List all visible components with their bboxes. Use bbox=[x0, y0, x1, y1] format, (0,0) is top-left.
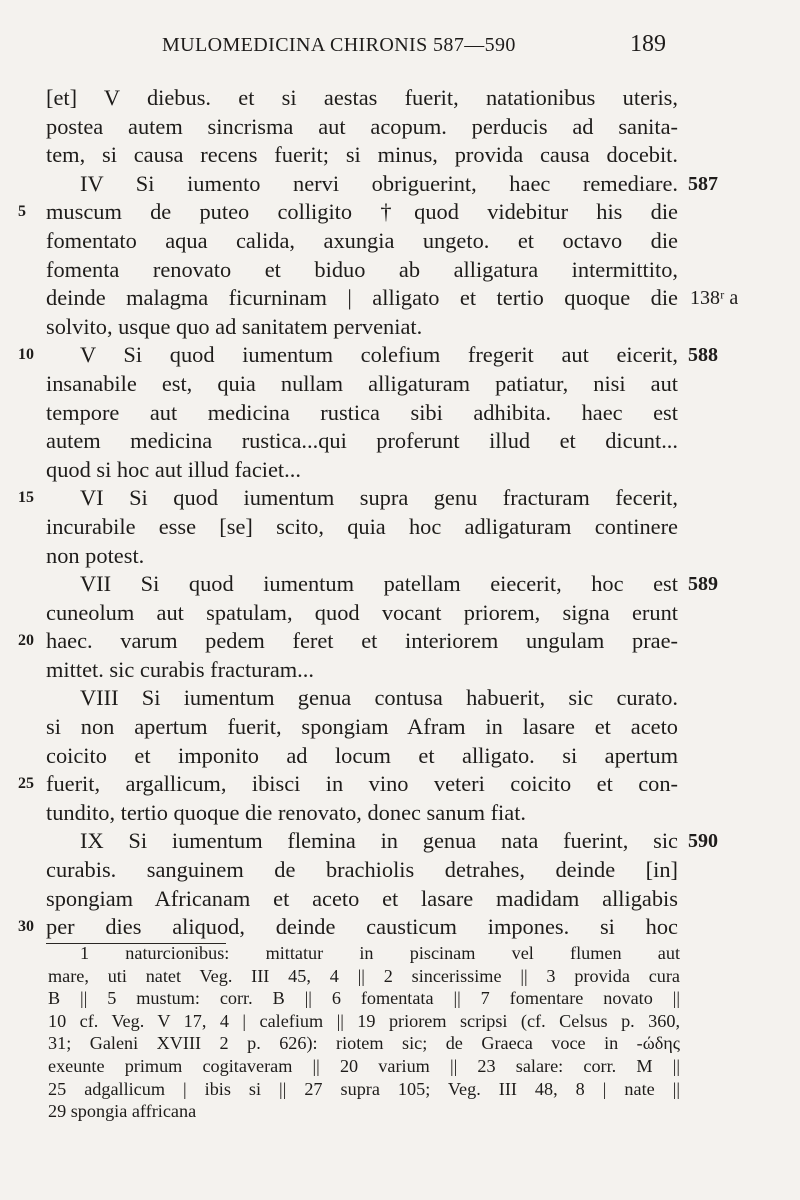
running-head: MULOMEDICINA CHIRONIS 587—590 bbox=[162, 34, 516, 56]
main-text bbox=[0, 84, 800, 942]
line-text: deinde malagma ficurninam | alligato et tertio quoque die bbox=[46, 285, 678, 311]
footnote-line bbox=[0, 987, 800, 1010]
text-line bbox=[0, 456, 800, 485]
text-line bbox=[0, 885, 800, 914]
apparatus-criticus bbox=[0, 942, 800, 1123]
footnote-text: 10 cf. Veg. V 17, 4 | calefium || 19 priorem scripsi (cf. Celsus p. 360, bbox=[48, 1010, 680, 1031]
line-text: solvito, usque quo ad sanitatem perveniat. bbox=[46, 313, 423, 339]
text-line bbox=[0, 570, 800, 599]
line-text: incurabile esse [se] scito, quia hoc adligaturam continere bbox=[46, 513, 678, 539]
text-line bbox=[0, 656, 800, 685]
text-line bbox=[0, 684, 800, 713]
line-text: VI Si quod iumentum supra genu fracturam fecerit, bbox=[80, 485, 678, 511]
line-number: 25 bbox=[18, 775, 34, 793]
line-text: IV Si iumento nervi obriguerint, haec remediare. bbox=[80, 170, 678, 196]
line-text: mittet. sic curabis fracturam... bbox=[46, 656, 314, 682]
footnote-line bbox=[0, 942, 800, 965]
text-line bbox=[0, 599, 800, 628]
folio-marker: 138ʳ a bbox=[690, 287, 739, 310]
line-text: coicito et imponito ad locum et alligato. si apertum bbox=[46, 742, 678, 768]
text-line bbox=[0, 799, 800, 828]
line-number: 5 bbox=[18, 203, 26, 221]
footnote-text: mare, uti natet Veg. III 45, 4 || 2 sincerissime || 3 provida cura bbox=[48, 965, 680, 986]
line-number: 15 bbox=[18, 489, 34, 507]
text-line bbox=[0, 856, 800, 885]
line-text: tundito, tertio quoque die renovato, donec sanum fiat. bbox=[46, 799, 527, 825]
text-line bbox=[0, 198, 800, 227]
text-line bbox=[0, 827, 800, 856]
line-text: VII Si quod iumentum patellam eiecerit, hoc est bbox=[80, 571, 678, 597]
text-line bbox=[0, 484, 800, 513]
footnote-line bbox=[0, 1055, 800, 1078]
line-text: curabis. sanguinem de brachiolis detrahes, deinde [in] bbox=[46, 857, 678, 883]
line-text: insanabile est, quia nullam alligaturam patiatur, nisi aut bbox=[46, 370, 678, 396]
footnote-text: 25 adgallicum | ibis si || 27 supra 105; Veg. III 48, 8 | nate || bbox=[48, 1078, 680, 1099]
line-text: fuerit, argallicum, ibisci in vino veteri coicito et con- bbox=[46, 771, 678, 797]
section-number: 590 bbox=[688, 830, 718, 853]
line-text: si non apertum fuerit, spongiam Afram in lasare et aceto bbox=[46, 714, 678, 740]
footnote-line bbox=[0, 1032, 800, 1055]
line-text: [et] V diebus. et si aestas fuerit, natationibus uteris, bbox=[46, 85, 678, 110]
line-text: non potest. bbox=[46, 542, 145, 568]
text-line bbox=[0, 313, 800, 342]
footnote-line bbox=[0, 1100, 800, 1123]
text-line bbox=[0, 141, 800, 170]
line-text: tem, si causa recens fuerit; si minus, provida causa docebit. bbox=[46, 142, 678, 168]
footnote-text: 31; Galeni XVIII 2 p. 626): riotem sic; de Graeca voce in -ώδης bbox=[48, 1033, 680, 1054]
text-line bbox=[0, 284, 800, 313]
text-line bbox=[0, 341, 800, 370]
text-line bbox=[0, 713, 800, 742]
line-number: 20 bbox=[18, 632, 34, 650]
line-text: V Si quod iumentum colefium fregerit aut eicerit, bbox=[80, 342, 678, 368]
section-number: 589 bbox=[688, 573, 718, 596]
line-text: IX Si iumentum flemina in genua nata fuerint, sic bbox=[80, 828, 678, 854]
line-number: 10 bbox=[18, 346, 34, 364]
text-line bbox=[0, 742, 800, 771]
text-line bbox=[0, 227, 800, 256]
line-text: per dies aliquod, deinde causticum impones. si hoc bbox=[46, 914, 678, 940]
footnote-line bbox=[0, 1078, 800, 1101]
line-text: VIII Si iumentum genua contusa habuerit, sic curato. bbox=[80, 685, 678, 711]
line-text: fomentato aqua calida, axungia ungeto. et octavo die bbox=[46, 227, 678, 253]
footnote-line bbox=[0, 965, 800, 988]
text-line bbox=[0, 370, 800, 399]
line-text: haec. varum pedem feret et interiorem ungulam prae- bbox=[46, 628, 678, 654]
text-line bbox=[0, 399, 800, 428]
line-number: 30 bbox=[18, 918, 34, 936]
text-line bbox=[0, 513, 800, 542]
line-text: spongiam Africanam et aceto et lasare madidam alligabis bbox=[46, 885, 678, 911]
footnote-text: B || 5 mustum: corr. B || 6 fomentata || 7 fomentare novato || bbox=[48, 988, 680, 1009]
page-number: 189 bbox=[630, 31, 666, 57]
footnote-line bbox=[0, 1010, 800, 1033]
section-number: 588 bbox=[688, 344, 718, 367]
footnote-text: 1 naturcionibus: mittatur in piscinam vel flumen aut bbox=[80, 943, 680, 963]
text-line bbox=[0, 84, 800, 113]
line-text: autem medicina rustica...qui proferunt illud et dicunt... bbox=[46, 428, 678, 454]
line-text: quod si hoc aut illud faciet... bbox=[46, 456, 301, 482]
line-text: muscum de puteo colligito †quod videbitur his die bbox=[46, 199, 678, 225]
section-number: 587 bbox=[688, 172, 718, 195]
line-text: cuneolum aut spatulam, quod vocant priorem, signa erunt bbox=[46, 599, 678, 625]
text-line bbox=[0, 913, 800, 942]
text-line bbox=[0, 170, 800, 199]
page-header bbox=[0, 31, 800, 64]
text-line bbox=[0, 770, 800, 799]
text-line bbox=[0, 113, 800, 142]
text-line bbox=[0, 627, 800, 656]
text-line bbox=[0, 256, 800, 285]
line-text: postea autem sincrisma aut acopum. perducis ad sanita- bbox=[46, 113, 678, 139]
text-line bbox=[0, 542, 800, 571]
footnote-text: 29 spongia affricana bbox=[48, 1101, 197, 1122]
line-text: tempore aut medicina rustica sibi adhibita. haec est bbox=[46, 399, 678, 425]
text-line bbox=[0, 427, 800, 456]
footnote-text: exeunte primum cogitaveram || 20 varium || 23 salare: corr. M || bbox=[48, 1055, 680, 1076]
line-text: fomenta renovato et biduo ab alligatura intermittito, bbox=[46, 256, 678, 282]
